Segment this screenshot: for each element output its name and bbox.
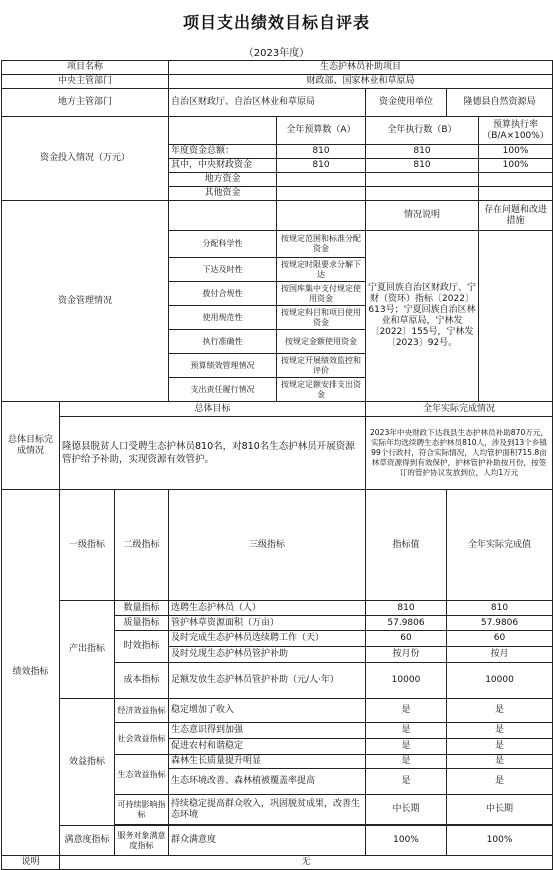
indicator-target: 中长期 bbox=[366, 795, 447, 825]
indicator-target: 57.9806 bbox=[366, 616, 447, 631]
indicator-actual: 是 bbox=[447, 769, 553, 795]
indicator-actual: 按月 bbox=[447, 647, 553, 663]
indicator-level2: 成本指标 bbox=[115, 663, 169, 699]
problem-text bbox=[479, 231, 553, 402]
indicator-actual: 是 bbox=[447, 755, 553, 769]
mgmt-item-desc: 按规定科目和项目使用资金 bbox=[277, 306, 366, 330]
indicator-target: 是 bbox=[366, 739, 447, 755]
indicator-actual: 是 bbox=[447, 739, 553, 755]
project-name-label: 项目名称 bbox=[2, 61, 169, 75]
indicator-level2: 服务对象满意度指标 bbox=[115, 826, 169, 856]
indicator-target: 是 bbox=[366, 723, 447, 739]
local-rate bbox=[479, 173, 553, 187]
report-year: （2023年度） bbox=[243, 48, 310, 59]
mgmt-item-desc: 按国库集中支付规定使用资金 bbox=[277, 282, 366, 306]
level1-header: 一级指标 bbox=[60, 490, 115, 601]
mgmt-item-name: 支出责任履行情况 bbox=[169, 378, 277, 402]
indicator-name: 管护林草资源面积（万亩） bbox=[169, 616, 366, 631]
local-dept-label: 地方主管部门 bbox=[2, 89, 169, 117]
indicator-target: 是 bbox=[366, 755, 447, 769]
mgmt-item-name: 执行准确性 bbox=[169, 330, 277, 354]
mgmt-item-name: 下达及时性 bbox=[169, 258, 277, 282]
fund-unit-value: 隆德县自然资源局 bbox=[447, 89, 553, 117]
mgmt-item-desc: 按规定金额使用资金 bbox=[277, 330, 366, 354]
indicator-name: 及时完成生态护林员选续聘工作（天） bbox=[169, 631, 366, 647]
mgmt-item-desc: 按规定时限要求分解下达 bbox=[277, 258, 366, 282]
indicator-actual: 810 bbox=[447, 601, 553, 616]
satisfaction-label: 满意度指标 bbox=[60, 826, 115, 856]
situation-header: 情况说明 bbox=[366, 201, 479, 231]
central-budget: 810 bbox=[277, 159, 366, 173]
rate-header: 预算执行率（B/A×100%） bbox=[479, 117, 553, 145]
indicator-name: 及时兑现生态护林员管护补助 bbox=[169, 647, 366, 663]
level2-header: 二级指标 bbox=[115, 490, 169, 601]
self-evaluation-table bbox=[1, 60, 553, 870]
indicator-target: 810 bbox=[366, 601, 447, 616]
indicator-actual: 是 bbox=[447, 723, 553, 739]
indicator-level2: 生态效益指标 bbox=[115, 755, 169, 795]
indicator-actual: 是 bbox=[447, 699, 553, 723]
indicator-name: 持续稳定提高群众收入，巩固脱贫成果，改善生态环境 bbox=[169, 795, 366, 825]
note-value: 无 bbox=[60, 856, 553, 870]
indicator-level2: 数量指标 bbox=[115, 601, 169, 616]
indicator-target: 是 bbox=[366, 699, 447, 723]
indicator-actual: 100% bbox=[447, 826, 553, 856]
mgmt-item-name: 使用规范性 bbox=[169, 306, 277, 330]
annual-budget: 810 bbox=[277, 145, 366, 159]
situation-text: 宁夏回族自治区财政厅、宁财（资环）指标〔2022〕613号；宁夏回族自治区林业和草原局，宁林发〔2022〕155号，宁林发〔2023〕92号。 bbox=[366, 231, 479, 402]
central-dept-label: 中央主管部门 bbox=[2, 75, 169, 89]
indicator-target: 100% bbox=[366, 826, 447, 856]
central-rate: 100% bbox=[479, 159, 553, 173]
output-label: 产出指标 bbox=[60, 601, 115, 699]
local-funds-label: 地方资金 bbox=[169, 173, 277, 187]
mgmt-blank-b bbox=[277, 201, 366, 231]
annual-executed: 810 bbox=[366, 145, 479, 159]
indicator-target: 按月份 bbox=[366, 647, 447, 663]
indicator-level2: 质量指标 bbox=[115, 616, 169, 631]
central-executed: 810 bbox=[366, 159, 479, 173]
indicator-name: 群众满意度 bbox=[169, 826, 366, 856]
other-budget bbox=[277, 187, 366, 201]
level3-header: 三级指标 bbox=[169, 490, 366, 601]
local-dept-value: 自治区财政厅、自治区林业和草原局 bbox=[169, 89, 366, 117]
indicator-actual: 中长期 bbox=[447, 795, 553, 825]
note-label: 说明 bbox=[2, 856, 60, 870]
indicator-level2: 可持续影响指标 bbox=[115, 795, 169, 825]
mgmt-item-desc: 按规定开展绩效监控和评价 bbox=[277, 354, 366, 378]
goals-section-label: 总体目标完成情况 bbox=[2, 402, 60, 490]
mgmt-blank-a bbox=[169, 201, 277, 231]
budget-header: 全年预算数（A） bbox=[277, 117, 366, 145]
indicator-name: 森林生长质量提升明显 bbox=[169, 755, 366, 769]
other-rate bbox=[479, 187, 553, 201]
other-funds-label: 其他资金 bbox=[169, 187, 277, 201]
indicator-actual: 60 bbox=[447, 631, 553, 647]
indicator-target: 是 bbox=[366, 769, 447, 795]
mgmt-item-desc: 按规定范围和标准分配资金 bbox=[277, 231, 366, 258]
benefit-label: 效益指标 bbox=[60, 699, 115, 826]
indicator-level2: 社会效益指标 bbox=[115, 723, 169, 755]
overall-goal-text: 隆德县脱贫人口受聘生态护林员810名，对810名生态护林员开展资源管护给予补助，实现资源有效管护。 bbox=[60, 417, 366, 490]
page-title: 项目支出绩效目标自评表 bbox=[182, 13, 370, 32]
overall-goal-header: 总体目标 bbox=[60, 402, 366, 417]
local-executed bbox=[366, 173, 479, 187]
actual-header: 全年实际完成值 bbox=[447, 490, 553, 601]
indicator-name: 生态环境改善、森林植被覆盖率提高 bbox=[169, 769, 366, 795]
indicator-target: 10000 bbox=[366, 663, 447, 699]
other-executed bbox=[366, 187, 479, 201]
mgmt-item-name: 预算绩效管理情况 bbox=[169, 354, 277, 378]
actual-completion-text: 2023年中央财政下达我县生态护林员补助870万元，实际年均选续聘生态护林员810人，涉及到13个乡镇99个行政村，符合实际情况，人均管护面积715.8亩林草资源得到有效保护，护林管护补助按月份，按签订的管护协议发放到位，人均1万元 bbox=[366, 417, 553, 490]
executed-header: 全年执行数（B） bbox=[366, 117, 479, 145]
fund-unit-label: 资金使用单位 bbox=[366, 89, 447, 117]
annual-rate: 100% bbox=[479, 145, 553, 159]
indicator-target: 60 bbox=[366, 631, 447, 647]
annual-funds-label: 年度资金总额： bbox=[169, 145, 277, 159]
performance-section-label: 绩效指标 bbox=[2, 490, 60, 856]
funds-blank-header bbox=[169, 117, 277, 145]
management-section-label: 资金管理情况 bbox=[2, 201, 169, 402]
indicator-name: 促进农村和谐稳定 bbox=[169, 739, 366, 755]
indicator-level2: 经济效益指标 bbox=[115, 699, 169, 723]
mgmt-item-name: 拨付合规性 bbox=[169, 282, 277, 306]
mgmt-item-desc: 按规定足额安排支出资金 bbox=[277, 378, 366, 402]
indicator-actual: 10000 bbox=[447, 663, 553, 699]
indicator-actual: 57.9806 bbox=[447, 616, 553, 631]
indicator-name: 足额发放生态护林员管护补助（元/人·年） bbox=[169, 663, 366, 699]
indicator-name: 选聘生态护林员（人） bbox=[169, 601, 366, 616]
indicator-name: 稳定增加了收入 bbox=[169, 699, 366, 723]
project-name-value: 生态护林员补助项目 bbox=[169, 61, 553, 75]
indicator-name: 生态意识得到加强 bbox=[169, 723, 366, 739]
problem-header: 存在问题和改进措施 bbox=[479, 201, 553, 231]
actual-completion-header: 全年实际完成情况 bbox=[366, 402, 553, 417]
central-funds-label: 其中，中央财政资金 bbox=[169, 159, 277, 173]
local-budget bbox=[277, 173, 366, 187]
indicator-level2: 时效指标 bbox=[115, 631, 169, 663]
target-header: 指标值 bbox=[366, 490, 447, 601]
funds-section-label: 资金投入情况（万元） bbox=[2, 117, 169, 201]
central-dept-value: 财政部、国家林业和草原局 bbox=[169, 75, 553, 89]
mgmt-item-name: 分配科学性 bbox=[169, 231, 277, 258]
